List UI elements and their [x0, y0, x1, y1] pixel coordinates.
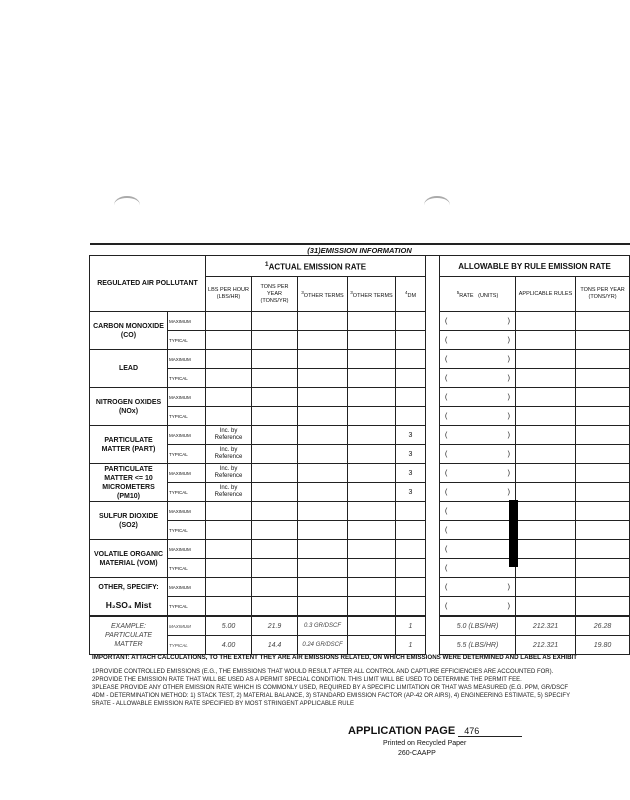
row-kind-maximum: MAXIMUM — [168, 578, 206, 597]
example-typ-lbs: 4.00 — [206, 636, 252, 655]
part-typ-rate: ( ) — [445, 450, 510, 458]
pollutant-other-specified: H₂SO₄ Mist — [90, 597, 168, 617]
other-max-lbs — [206, 578, 252, 597]
row-kind-typical: TYPICAL — [168, 559, 206, 578]
header-tons-per-year: TONS PER YEAR (TONS/YR) — [252, 277, 298, 312]
example-max-lbs: 5.00 — [206, 616, 252, 636]
row-kind-typical: TYPICAL — [168, 445, 206, 464]
row-kind-maximum: MAXIMUM — [168, 464, 206, 483]
example-max-other: 0.3 GR/DSCF — [298, 616, 348, 636]
example-max-dm: 1 — [396, 616, 426, 636]
vom-max-lbs — [206, 540, 252, 559]
punch-hole-right — [424, 196, 450, 214]
lead-max-lbs — [206, 350, 252, 369]
emission-information-form — [89, 243, 629, 655]
header-rate-units: $^5$RATE (UNITS) — [440, 277, 516, 312]
pm10-max-lbs: Inc. by Reference — [206, 464, 252, 483]
part-max-lbs: Inc. by Reference — [206, 426, 252, 445]
application-page-number: 476 — [458, 726, 522, 737]
section-title: (31)EMISSION INFORMATION — [90, 244, 630, 256]
header-lbs-per-hour: LBS PER HOUR (LBS/HR) — [206, 277, 252, 312]
lead-typ-dm — [396, 369, 426, 388]
footnote-1: 1PROVIDE CONTROLLED EMISSIONS (E.G., THE EMISSIONS THAT WOULD RESULT AFTER ALL CONTROL AND CAPTURE EFFICIENCIES ARE ACCOUNTED FOR). — [92, 669, 554, 675]
header-actual: $^1$ACTUAL EMISSION RATE — [206, 256, 426, 277]
row-kind-maximum: MAXIMUM — [168, 616, 206, 636]
row-kind-maximum: MAXIMUM — [168, 426, 206, 445]
column-gap — [426, 256, 440, 312]
form-code: 260-CAAPP — [398, 750, 436, 757]
row-kind-typical: TYPICAL — [168, 407, 206, 426]
so2-max-rate: ( — [445, 507, 448, 515]
header-dm: $^4$DM — [396, 277, 426, 312]
co-max-lbs — [206, 312, 252, 331]
emission-table — [89, 243, 630, 655]
pollutant-co: CARBON MONOXIDE (CO) — [90, 312, 168, 350]
example-typ-tons-allowable: 19.80 — [576, 636, 630, 655]
footnote-5: 5RATE - ALLOWABLE EMISSION RATE SPECIFIED BY MOST STRINGENT APPLICABLE RULE — [92, 701, 354, 707]
header-tons-per-year-allowable: TONS PER YEAR (TONS/YR) — [576, 277, 630, 312]
example-typ-rate: 5.5 (LBS/HR) — [440, 636, 516, 655]
punch-hole-left — [114, 196, 140, 214]
example-max-tons-allowable: 26.28 — [576, 616, 630, 636]
example-max-rules: 212.321 — [516, 616, 576, 636]
part-max-rate: ( ) — [445, 431, 510, 439]
redaction-bar — [509, 500, 518, 567]
example-max-rate: 5.0 (LBS/HR) — [440, 616, 516, 636]
pm10-max-dm: 3 — [396, 464, 426, 483]
nox-max-lbs — [206, 388, 252, 407]
row-kind-maximum: MAXIMUM — [168, 350, 206, 369]
row-kind-typical: TYPICAL — [168, 483, 206, 502]
lead-max-rate: ( ) — [445, 355, 510, 363]
pm10-max-rate: ( ) — [445, 469, 510, 477]
lead-typ-lbs — [206, 369, 252, 388]
vom-typ-dm — [396, 559, 426, 578]
pollutant-pm10: PARTICULATE MATTER <= 10 MICROMETERS (PM10) — [90, 464, 168, 502]
header-pollutant: REGULATED AIR POLLUTANT — [90, 256, 206, 312]
row-kind-maximum: MAXIMUM — [168, 312, 206, 331]
pollutant-nox: NITROGEN OXIDES (NOx) — [90, 388, 168, 426]
printed-recycled: Printed on Recycled Paper — [383, 740, 467, 747]
pollutant-other: OTHER, SPECIFY: — [90, 578, 168, 597]
row-kind-maximum: MAXIMUM — [168, 540, 206, 559]
example-typ-rules: 212.321 — [516, 636, 576, 655]
row-kind-typical: TYPICAL — [168, 331, 206, 350]
other-typ-lbs — [206, 597, 252, 617]
example-typ-dm: 1 — [396, 636, 426, 655]
row-kind-typical: TYPICAL — [168, 597, 206, 617]
pollutant-lead: LEAD — [90, 350, 168, 388]
row-kind-maximum: MAXIMUM — [168, 502, 206, 521]
header-other-terms-2: $^3$OTHER TERMS — [348, 277, 396, 312]
vom-typ-rate: ( — [445, 564, 448, 572]
nox-max-rate: ( ) — [445, 393, 510, 401]
row-kind-maximum: MAXIMUM — [168, 388, 206, 407]
other-max-rate: ( ) — [445, 583, 510, 591]
nox-max-dm — [396, 388, 426, 407]
so2-max-dm — [396, 502, 426, 521]
part-typ-lbs: Inc. by Reference — [206, 445, 252, 464]
pollutant-part: PARTICULATE MATTER (PART) — [90, 426, 168, 464]
co-typ-lbs — [206, 331, 252, 350]
example-max-tons: 21.9 — [252, 616, 298, 636]
other-typ-dm — [396, 597, 426, 617]
so2-typ-rate: ( — [445, 526, 448, 534]
vom-typ-lbs — [206, 559, 252, 578]
footnote-4: 4DM - DETERMINATION METHOD: 1) STACK TEST, 2) MATERIAL BALANCE, 3) STANDARD EMISSION FACTOR (AP-42 OR AIRS), 4) ENGINEERING ESTIMATE, 5) SPECIFY — [92, 693, 571, 699]
other-max-dm — [396, 578, 426, 597]
example-typ-tons: 14.4 — [252, 636, 298, 655]
pollutant-vom: VOLATILE ORGANIC MATERIAL (VOM) — [90, 540, 168, 578]
pm10-typ-rate: ( ) — [445, 488, 510, 496]
co-typ-dm — [396, 331, 426, 350]
part-typ-dm: 3 — [396, 445, 426, 464]
pm10-typ-lbs: Inc. by Reference — [206, 483, 252, 502]
application-page — [348, 725, 522, 737]
part-max-dm: 3 — [396, 426, 426, 445]
footnote-3: 3PLEASE PROVIDE ANY OTHER EMISSION RATE WHICH IS COMMONLY USED, REQUIRED BY A SPECIFIC LIMITATION OR THAT WAS MEASURED (E.G. PPM, GR/DSCF — [92, 685, 569, 691]
so2-max-lbs — [206, 502, 252, 521]
nox-typ-lbs — [206, 407, 252, 426]
nox-typ-rate: ( ) — [445, 412, 510, 420]
header-other-terms-1: $^3$OTHER TERMS — [298, 277, 348, 312]
row-kind-typical: TYPICAL — [168, 369, 206, 388]
vom-max-dm — [396, 540, 426, 559]
important-note: IMPORTANT: ATTACH CALCULATIONS, TO THE EXTENT THEY ARE AIR EMISSIONS RELATED, ON WHICH EMISSIONS WERE DETERMINED AND LABEL AS EXHIBIT — [92, 654, 578, 661]
other-typ-rate: ( ) — [445, 602, 510, 610]
nox-typ-dm — [396, 407, 426, 426]
lead-max-dm — [396, 350, 426, 369]
row-kind-typical: TYPICAL — [168, 636, 206, 655]
lead-typ-rate: ( ) — [445, 374, 510, 382]
footnote-2: 2PROVIDE THE EMISSION RATE THAT WILL BE USED AS A PERMIT SPECIAL CONDITION. THIS LIMIT WILL BE USED TO DETERMINE THE PERMIT FEE. — [92, 677, 522, 683]
header-applicable-rules: APPLICABLE RULES — [516, 277, 576, 312]
co-max-rate: ( ) — [445, 317, 510, 325]
vom-max-rate: ( — [445, 545, 448, 553]
row-kind-typical: TYPICAL — [168, 521, 206, 540]
co-max-dm — [396, 312, 426, 331]
so2-typ-lbs — [206, 521, 252, 540]
example-pollutant: EXAMPLE: PARTICULATE MATTER — [90, 616, 168, 655]
co-typ-rate: ( ) — [445, 336, 510, 344]
pm10-typ-dm: 3 — [396, 483, 426, 502]
header-allowable: ALLOWABLE BY RULE EMISSION RATE — [440, 256, 630, 277]
example-typ-other: 0.24 GR/DSCF — [298, 636, 348, 655]
pollutant-so2: SULFUR DIOXIDE (SO2) — [90, 502, 168, 540]
application-page-label: APPLICATION PAGE — [348, 725, 456, 737]
so2-typ-dm — [396, 521, 426, 540]
